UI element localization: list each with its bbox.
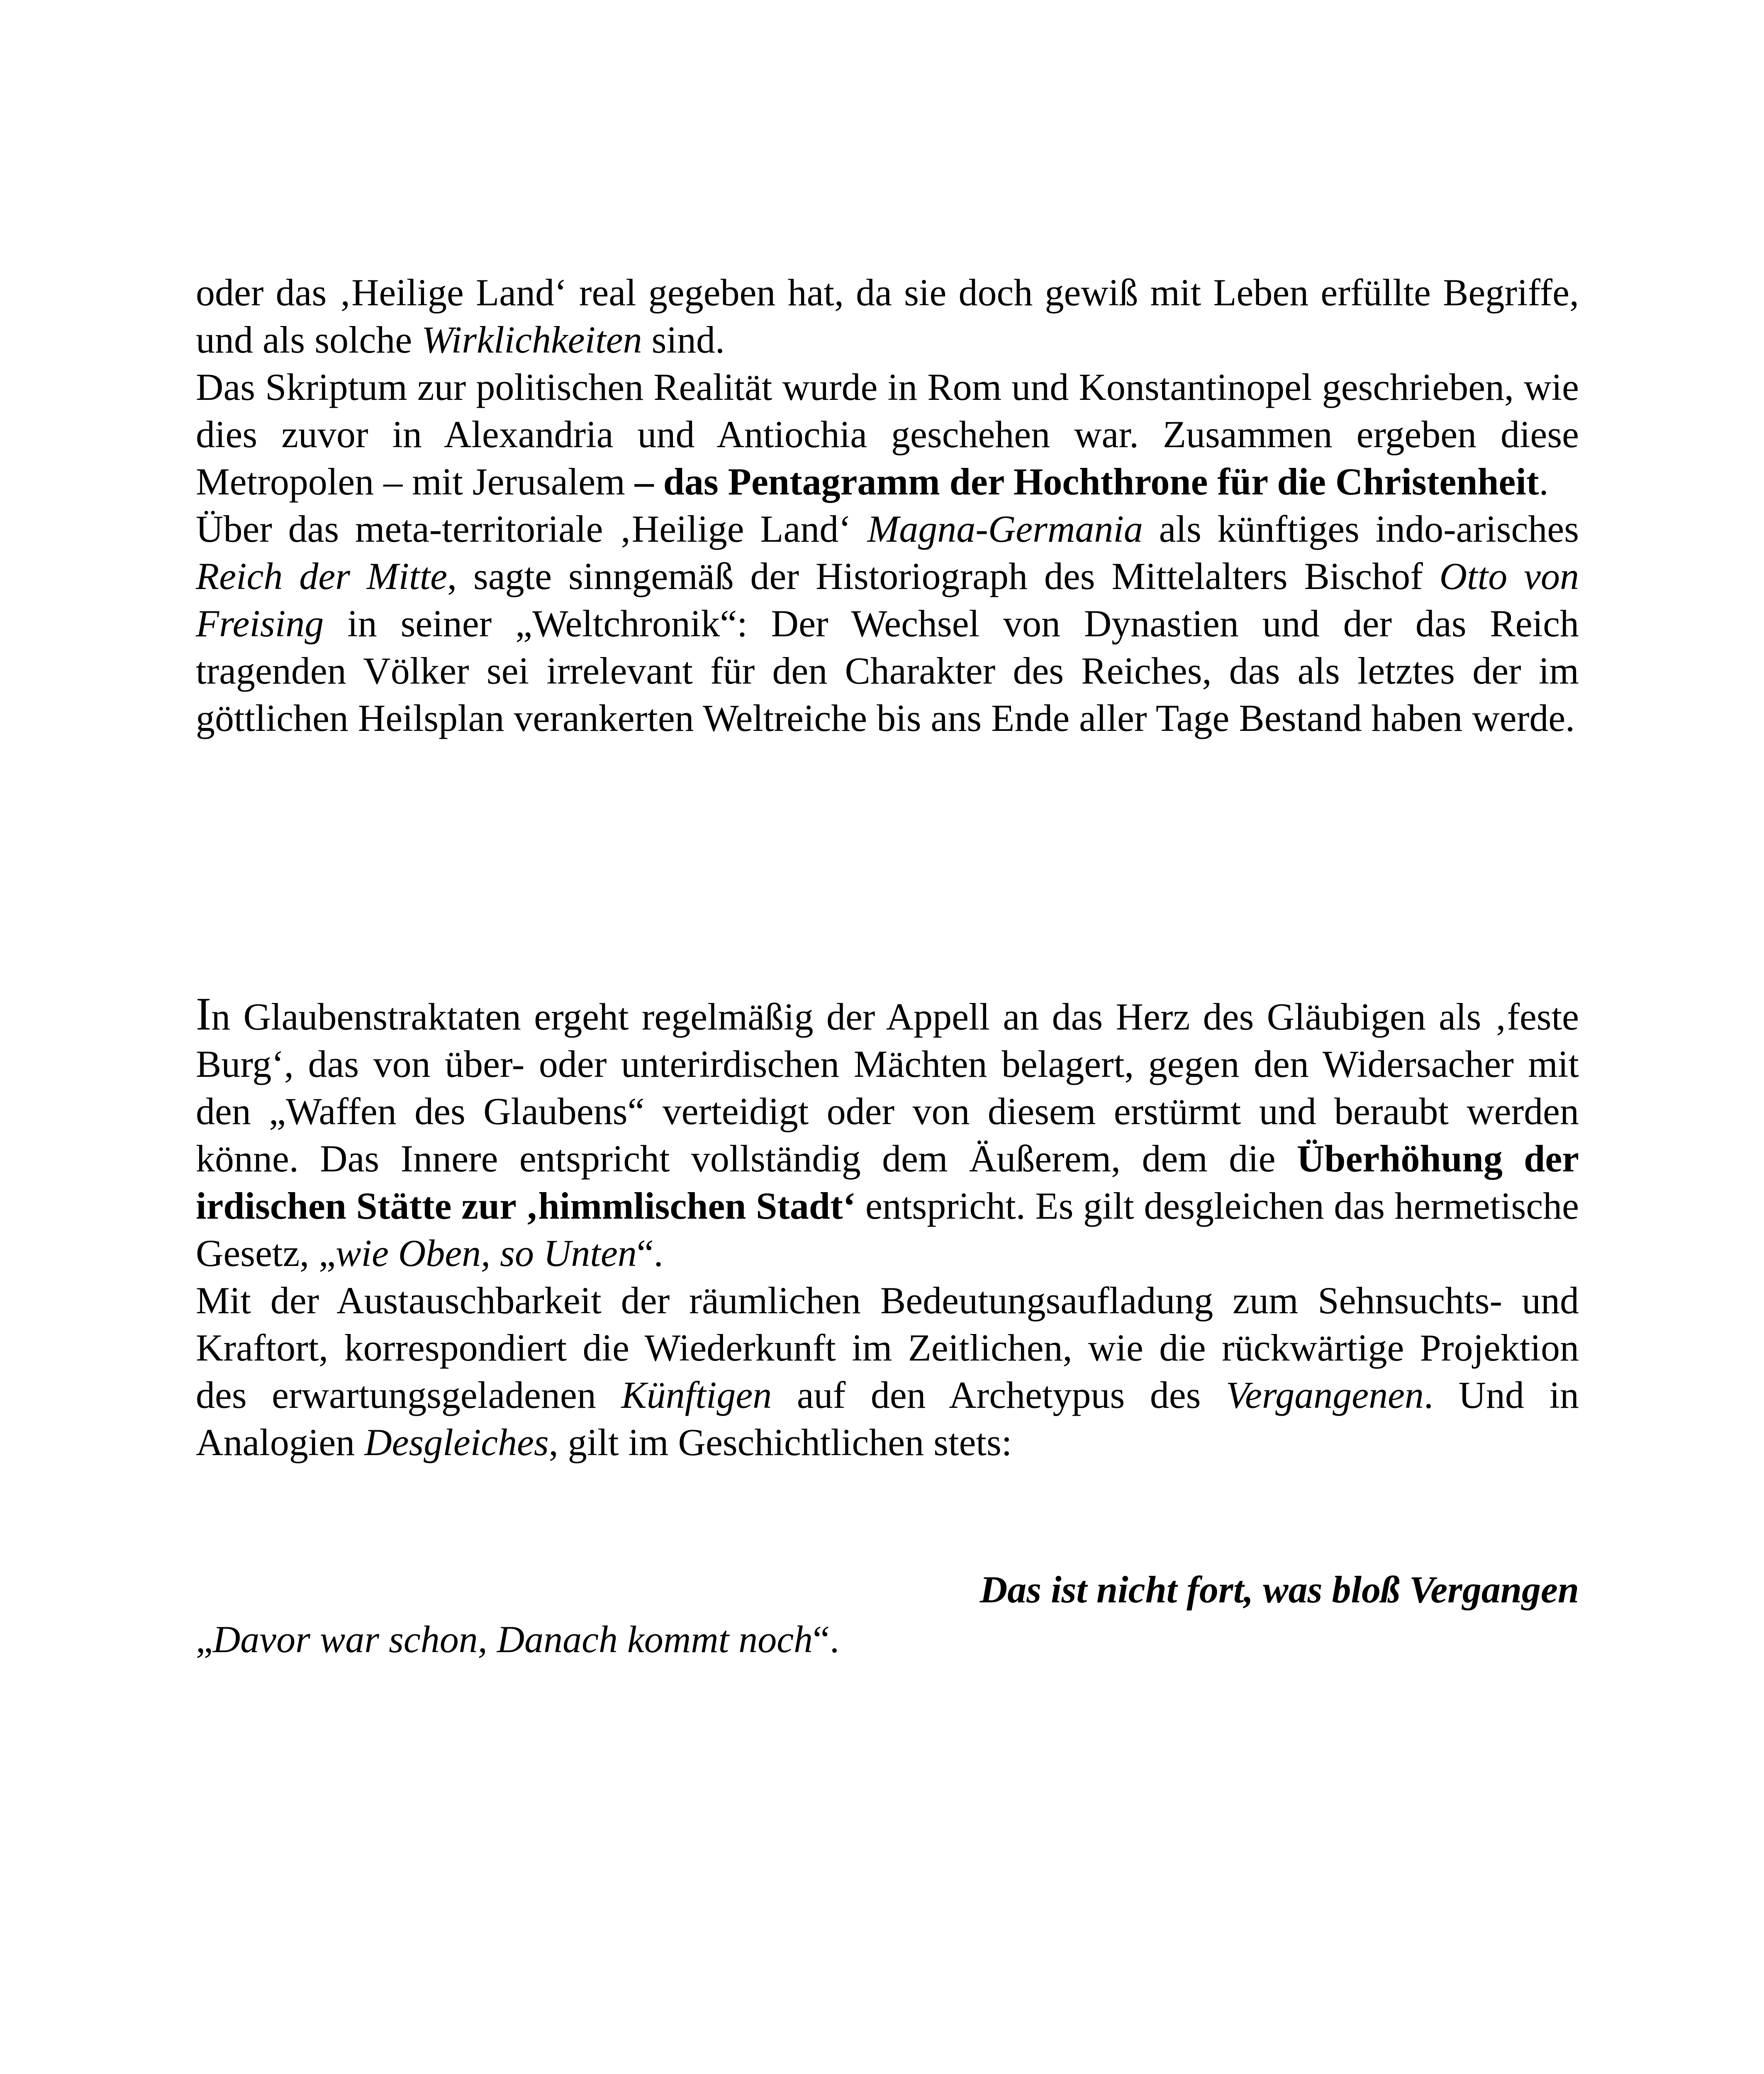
text-run: sind.: [642, 319, 725, 361]
motto-line: Das ist nicht fort, was bloß Vergangen: [979, 1568, 1579, 1611]
quote-text: Davor war schon, Danach kommt noch: [212, 1618, 813, 1660]
text-run: Über das meta-territoriale ‚Heilige Land‘: [196, 508, 867, 550]
italic-run: wie Oben, so Unten: [336, 1232, 637, 1274]
quote-line: [196, 1616, 839, 1663]
text-run: n Glaubenstraktaten ergeht regelmäßig der Appell an das Herz des Gläubigen als ‚feste Burg‘, das von über- oder unterirdischen Mächten belagert, gegen den Widersacher mit den „Waffen des Glaubens“ verteidigt oder von diesem erstürmt und beraubt werden könne. Das Innere entspricht vollständig dem Äußerem, dem die: [196, 996, 1579, 1180]
paragraph: [196, 988, 1579, 1277]
text-block-upper: [196, 269, 1579, 742]
text-run: , gilt im Geschichtlichen stets:: [548, 1421, 1012, 1463]
text-run: “.: [636, 1232, 663, 1274]
text-run: als künftiges indo-arisches: [1143, 508, 1579, 550]
initial-letter: I: [196, 988, 212, 1040]
text-run: , sagte sinngemäß der Historiograph des Mittelalters Bischof: [447, 555, 1440, 597]
text-run: entspricht. Es gilt desgleichen das hermetische Gesetz, „: [196, 1185, 1579, 1274]
bold-run: – das Pentagramm der Hochthrone für die Christenheit: [634, 460, 1539, 503]
text-run: in seiner „Weltchronik“: Der Wechsel von Dynastien und der das Reich tragenden Völker sei irrelevant für den Charakter des Reiches, das als letztes der im göttlichen Heilsplan verankerten Weltreiche bis ans Ende aller Tage Bestand haben werde.: [196, 602, 1579, 739]
quote-close-mark: “.: [813, 1618, 839, 1660]
italic-run: Vergangenen: [1226, 1374, 1424, 1416]
text-run: Mit der Austauschbarkeit der räumlichen Bedeutungsaufladung zum Sehnsuchts- und Kraftort, korrespondiert die Wiederkunft im Zeitlichen, wie die rückwärtige Projektion des erwartungsgeladenen: [196, 1279, 1579, 1416]
italic-run: Magna-Germania: [867, 508, 1143, 550]
text-run: .: [1539, 460, 1549, 503]
text-run: . Und in Analogien: [196, 1374, 1579, 1463]
text-run: auf den Archetypus des: [772, 1374, 1226, 1416]
paragraph: [196, 1277, 1579, 1466]
bold-run: Überhöhung der irdischen Stätte zur ‚himmlischen Stadt‘: [196, 1137, 1579, 1227]
paragraph: [196, 363, 1579, 505]
italic-run: Künftigen: [621, 1374, 772, 1416]
paragraph: [196, 269, 1579, 363]
quote-open-mark: „: [196, 1618, 213, 1660]
paragraph: [196, 505, 1579, 742]
italic-run: Desgleiches: [364, 1421, 549, 1463]
italic-run: Reich der Mitte: [196, 555, 448, 597]
text-block-lower: [196, 988, 1579, 1466]
italic-run: Wirklichkeiten: [422, 319, 642, 361]
italic-run: Otto von Freising: [196, 555, 1579, 645]
text-run: Das Skriptum zur politischen Realität wurde in Rom und Konstantinopel geschrieben, wie dies zuvor in Alexandria und Antiochia geschehen war. Zusammen ergeben diese Metropolen – mit Jerusalem: [196, 366, 1579, 503]
text-run: oder das ‚Heilige Land‘ real gegeben hat, da sie doch gewiß mit Leben erfüllte Begriffe, und als solche: [196, 271, 1579, 361]
